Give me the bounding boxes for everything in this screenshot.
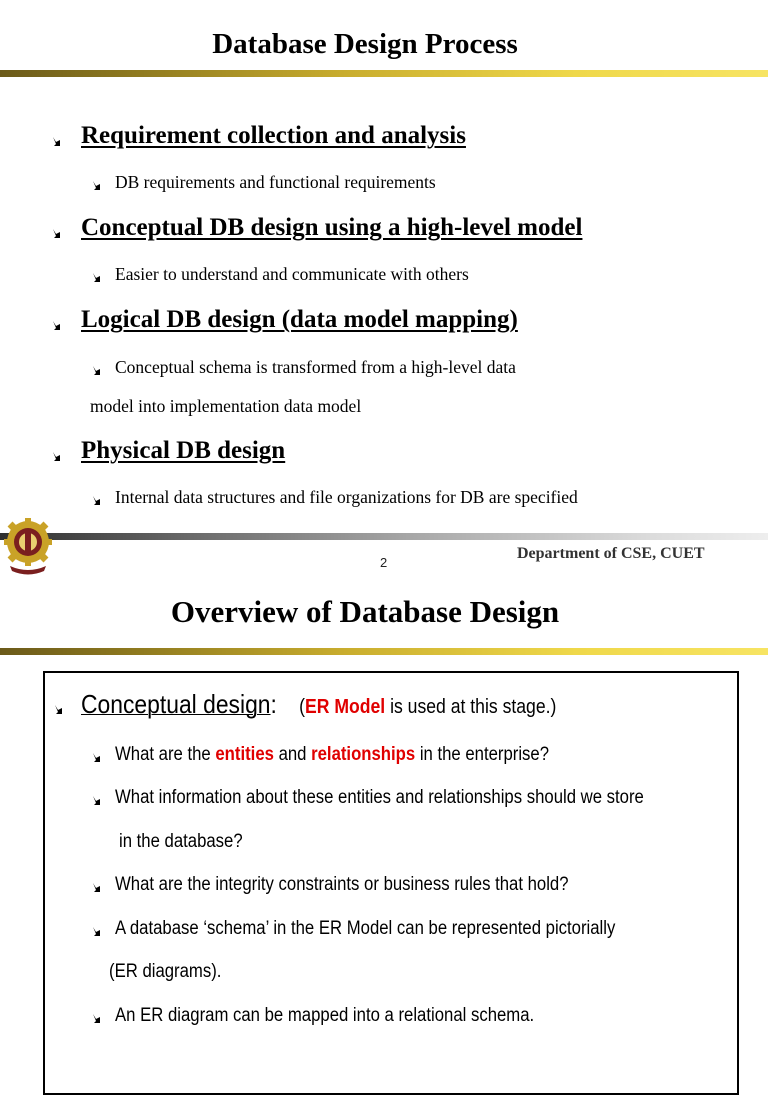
slide-title: Database Design Process	[212, 28, 518, 60]
arrow-bullet-icon	[51, 228, 63, 240]
schema-statement-cont: (ER diagrams).	[109, 961, 222, 982]
entities-highlight: entities	[215, 744, 274, 765]
question-information: What information about these entities and relationships should we store	[115, 787, 644, 808]
title-divider	[0, 70, 768, 77]
heading-logical: Logical DB design (data model mapping)	[81, 306, 518, 333]
relationships-highlight: relationships	[311, 744, 416, 765]
sub-logical-cont: model into implementation data model	[90, 396, 362, 416]
arrow-bullet-icon	[91, 272, 103, 284]
arrow-bullet-icon	[91, 1013, 103, 1025]
question-constraints: What are the integrity constraints or business rules that hold?	[115, 874, 569, 895]
sub-requirements: DB requirements and functional requirements	[115, 172, 436, 192]
er-model-highlight: ER Model	[304, 696, 386, 718]
sub-physical: Internal data structures and file organizations for DB are specified	[115, 487, 578, 507]
arrow-bullet-icon	[91, 495, 103, 507]
arrow-bullet-icon	[91, 180, 103, 192]
conceptual-design-line: Conceptual design: (ER Model is used at this stage.)	[81, 689, 557, 719]
arrow-bullet-icon	[91, 926, 103, 938]
heading-physical: Physical DB design	[81, 437, 286, 464]
question-entities: What are the entities and relationships in the enterprise?	[115, 744, 550, 765]
arrow-bullet-icon	[91, 882, 103, 894]
arrow-bullet-icon	[51, 451, 63, 463]
slide-title: Overview of Database Design	[170, 594, 560, 629]
arrow-bullet-icon	[91, 752, 103, 764]
er-mapping-statement: An ER diagram can be mapped into a relational schema.	[115, 1005, 535, 1026]
heading-conceptual: Conceptual DB design using a high-level model	[81, 214, 583, 241]
arrow-bullet-icon	[91, 795, 103, 807]
arrow-bullet-icon	[53, 704, 65, 716]
sub-conceptual: Easier to understand and communicate with others	[115, 264, 469, 284]
page-number: 2	[380, 555, 388, 570]
department-label: Department of CSE, CUET	[517, 545, 705, 562]
sub-logical: Conceptual schema is transformed from a high-level data	[115, 357, 516, 377]
footer-divider	[0, 533, 768, 540]
title-divider	[0, 648, 768, 655]
arrow-bullet-icon	[91, 365, 103, 377]
heading-requirements: Requirement collection and analysis	[81, 122, 466, 149]
cuet-logo	[4, 518, 52, 576]
arrow-bullet-icon	[51, 320, 63, 332]
arrow-bullet-icon	[51, 136, 63, 148]
schema-statement: A database ‘schema’ in the ER Model can be represented pictorially	[115, 918, 616, 939]
question-information-cont: in the database?	[119, 831, 243, 852]
conceptual-note: (ER Model is used at this stage.)	[299, 696, 557, 718]
conceptual-design-label: Conceptual design	[81, 689, 271, 719]
